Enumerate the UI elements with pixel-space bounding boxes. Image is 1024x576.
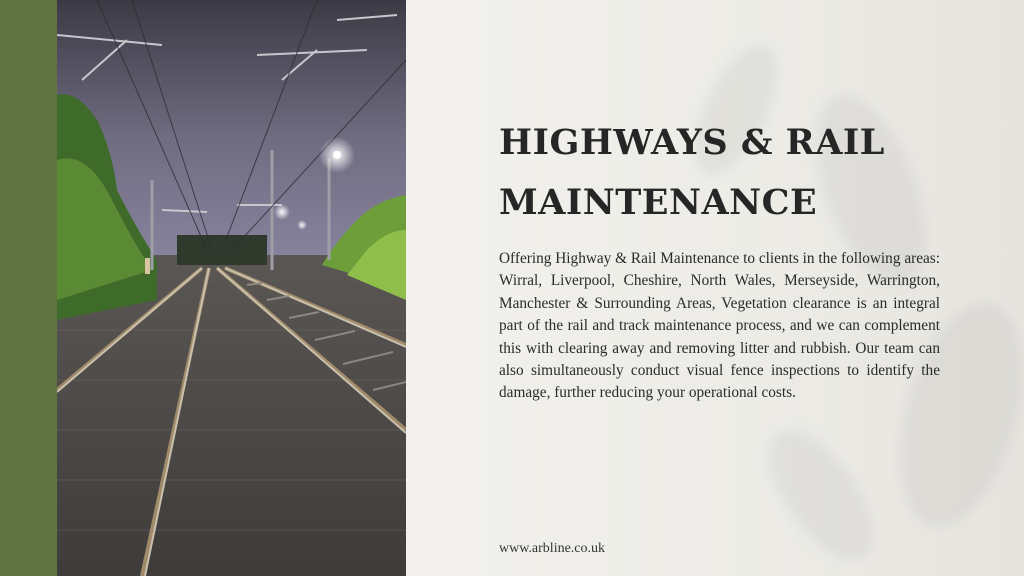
green-accent-bar [0, 0, 57, 576]
website-url: www.arbline.co.uk [499, 541, 606, 556]
body-paragraph: Offering Highway & Rail Maintenance to clients in the following areas: Wirral, Liverpool, Cheshire, North Wales, Merseyside, Warrington, Manchester & Surrounding Areas, Vegetation clearance is an integral part of the rail and track maintenance process, and we can complement this with clearing away and removing litter and rubbish. Our team can also simultaneously conduct visual fence inspections to identify the damage, further reducing your operational costs. [499, 250, 940, 402]
title-line-1: HIGHWAYS & RAIL [499, 122, 885, 163]
title-line-2: MAINTENANCE [499, 182, 818, 223]
railway-photo [57, 0, 406, 576]
page-title [499, 113, 979, 233]
